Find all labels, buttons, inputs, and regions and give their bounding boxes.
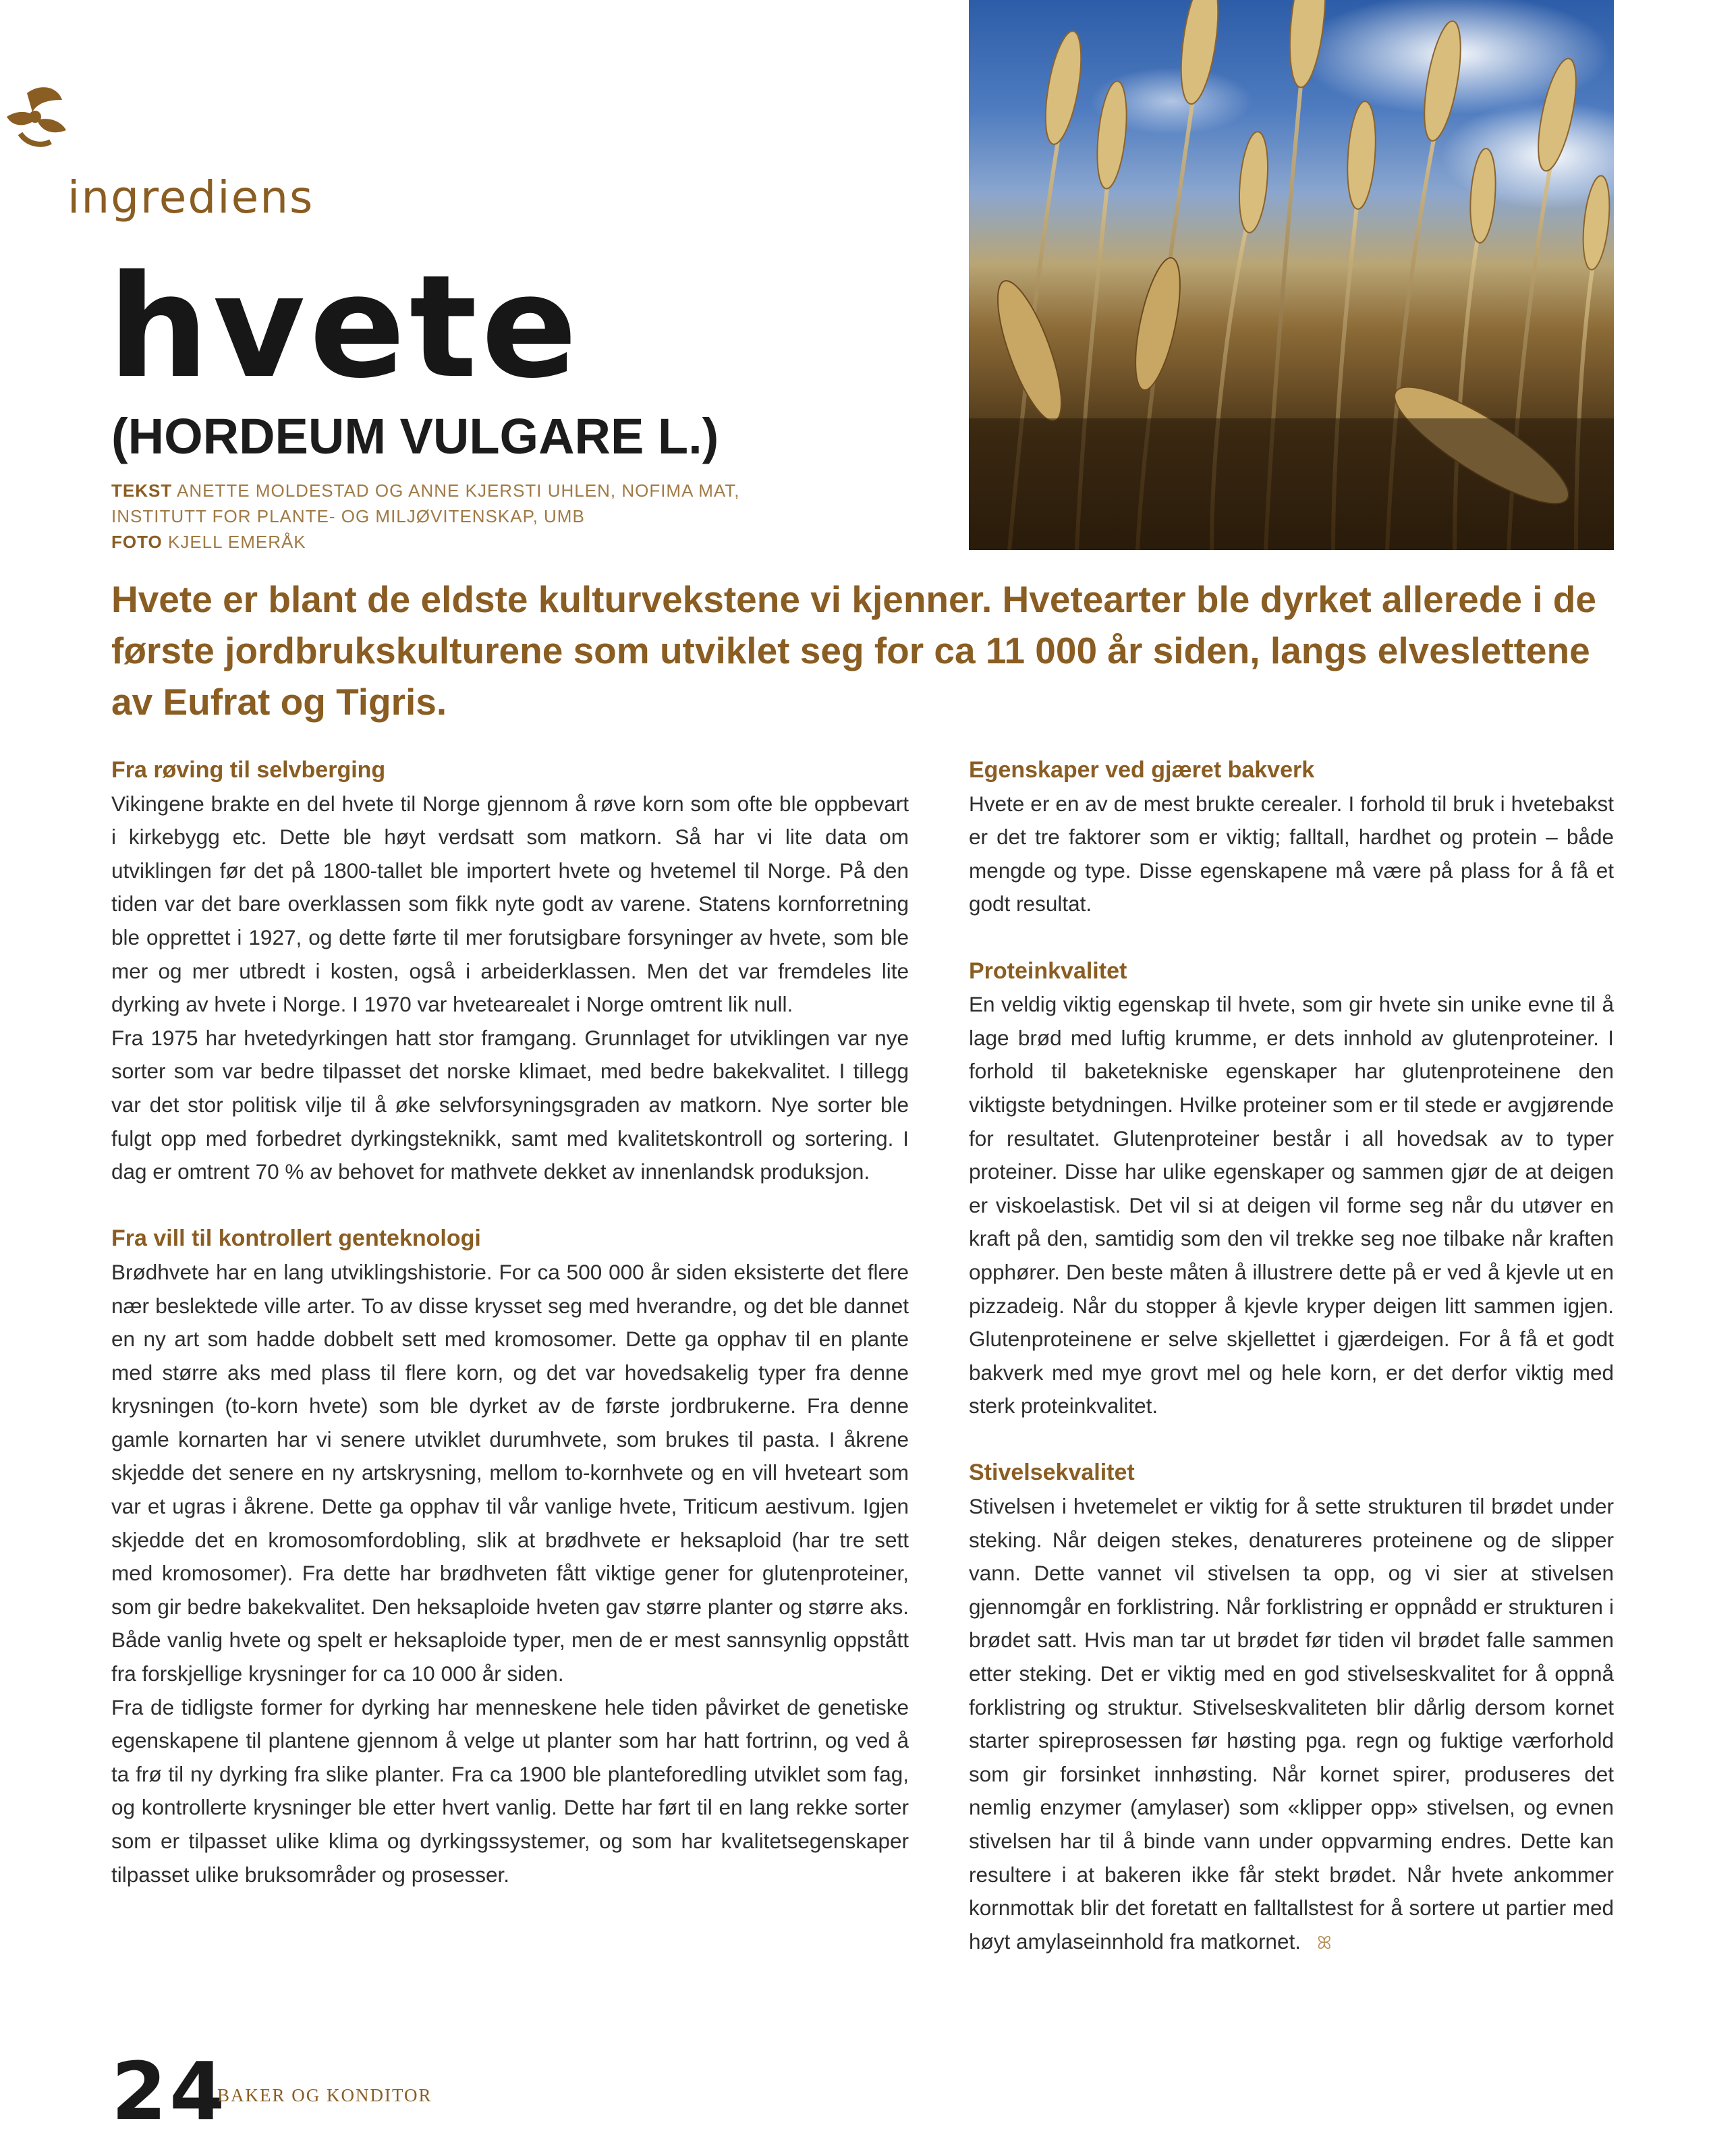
section-heading: Proteinkvalitet <box>969 958 1127 984</box>
credits-text-line <box>111 478 921 503</box>
section-label: ingrediens <box>67 171 314 223</box>
page-title: hvete <box>108 244 582 410</box>
credits-photo-label: FOTO <box>111 532 163 552</box>
page-subtitle: (HORDEUM VULGARE L.) <box>111 408 719 464</box>
lead-paragraph: Hvete er blant de eldste kulturvekstene vi kjenner. Hvetearter ble dyrket allerede i de første jordbrukskulturene som utviklet seg for ca 11 000 år siden, langs elveslettene av Eufrat og Tigris. <box>111 578 1596 723</box>
credits-authors: ANETTE MOLDESTAD OG ANNE KJERSTI UHLEN, NOFIMA MAT, <box>177 480 740 501</box>
credits-institution: INSTITUTT FOR PLANTE- OG MILJØVITENSKAP, UMB <box>111 506 585 526</box>
left-column <box>111 754 909 1891</box>
credits <box>111 478 921 555</box>
publication-name: BAKER OG KONDITOR <box>217 2085 432 2105</box>
credits-text-label: TEKST <box>111 480 173 501</box>
body-paragraph: Vikingene brakte en del hvete til Norge gjennom å røve korn som ofte ble oppbevart i kirkebygg etc. Dette ble høyt verdsatt som matkorn. Så har vi lite data om utviklingen før det på 1800-tallet ble importert hvete og hvetemel til Norge. På den tiden var det bare overklassen som fikk nyte godt av varene. Statens kornforretning ble opprettet i 1927, og dette førte til mer forutsigbare forsyninger av hvete, som ble mer og mer utbredt i kosten, også i arbeiderklassen. Men det var fremdeles lite dyrking av hvete i Norge. I 1970 var hvetearealet i Norge omtrent lik null. <box>111 791 909 1017</box>
body-paragraph: Brødhvete har en lang utviklingshistorie. For ca 500 000 år siden eksisterte det flere nær beslektede ville arter. To av disse krysset seg med hverandre, og det ble dannet en ny art som hadde dobbelt sett med kromosomer. Dette ga opphav til en plante med større aks med plass til flere korn, og det var hovedsakelig typer fra denne krysningen (to-korn hvete) som ble dyrket av de første jordbrukerne. Fra denne gamle kornarten har vi senere utviklet durumhvete, som brukes til pasta. I åkrene skjedde det senere en ny artskrysning, mellom to-kornhvete og en vill hveteart som var et ugras i åkrene. Dette ga opphav til vår vanlige hvete, Triticum aestivum. Igjen skjedde det en kromosomfordobling, slik at brødhvete er heksaploid (har tre sett med kromosomer). Fra dette har brødhveten fått viktige gener for glutenproteiner, som gir bedre bakekvalitet. Den heksaploide hveten gav større planter og større aks. Både vanlig hvete og spelt er heksaploide typer, men de er mest sannsynlig oppstått fra forskjellige krysninger for ca 10 000 år siden. <box>111 1259 909 1686</box>
body-paragraph <box>969 1490 1614 1960</box>
section-heading: Egenskaper ved gjæret bakverk <box>969 757 1315 783</box>
credits-photo-line <box>111 529 921 555</box>
section-heading: Fra røving til selvberging <box>111 757 386 783</box>
end-mark-icon: ꕤ <box>1316 1932 1332 1953</box>
body-paragraph: Fra de tidligste former for dyrking har menneskene hele tiden påvirket de genetiske egenskapene til plantene gjennom å velge ut planter som har hatt fortrinn, og ved å ta frø til ny dyrking fra slike planter. Fra ca 1900 ble planteforedling utviklet som fag, og kontrollerte krysninger ble etter hvert vanlig. Dette har ført til en lang rekke sorter som er tilpasset ulike klima og dyrkingssystemer, og som har kvalitetsegenskaper tilpasset ulike bruksområder og prosesser. <box>111 1694 909 1887</box>
section-tag <box>0 74 351 223</box>
section-heading: Stivelsekvalitet <box>969 1460 1135 1486</box>
page-number: 24 <box>111 2045 228 2138</box>
credits-photographer: KJELL EMERÅK <box>167 532 306 552</box>
section-heading: Fra vill til kontrollert genteknologi <box>111 1225 481 1252</box>
wheat-ornament-icon <box>0 80 71 157</box>
wheat-photo-illustration <box>969 0 1614 550</box>
body-paragraph-text: Stivelsen i hvetemelet er viktig for å sette strukturen til brødet under steking. Når deigen stekes, denatureres proteinene og de slipper vann. Dette vannet vil stivelsen ta opp, og vi sier at stivelsen gjennomgår en forklistring. Når forklistring er oppnådd er strukturen i brødet satt. Hvis man tar ut brødet før tiden vil brødet falle sammen etter steking. Det er viktig med en god stivelseskvalitet for å oppnå forklistring og struktur. Stivelseskvaliteten blir dårlig dersom kornet starter spireprosessen før høsting pga. regn og fuktige værforhold som gir forsinket innhøsting. Når kornet spirer, produseres det nemlig enzymer (amylaser) som «klipper opp» stivelsen, og evnen stivelsen har til å binde vann under oppvarming endres. Dette kan resultere i at bakeren ikke får stekt brødet. Når hvete ankommer kornmottak blir det foretatt en falltallstest for å sortere ut partier med høyt amylaseinnhold fra matkornet. <box>969 1494 1614 1954</box>
wheat-field-photo <box>969 0 1614 550</box>
right-column <box>969 754 1614 1960</box>
body-paragraph: En veldig viktig egenskap til hvete, som gir hvete sin unike evne til å lage brød med luftig krumme, er dets innhold av glutenproteiner. I forhold til baketekniske egenskaper har glutenproteinene den viktigste betydningen. Hvilke proteiner som er til stede er avgjørende for resultatet. Glutenproteiner består i all hovedsak av to typer proteiner. Disse har ulike egenskaper og sammen gjør de at deigen er viskoelastisk. Det vil si at deigen vil forme seg når du utøver en kraft på den, samtidig som den vil trekke seg noe tilbake når kraften opphører. Den beste måten å illustrere dette på er ved å kjevle ut en pizzadeig. Når du stopper å kjevle kryper deigen litt sammen igjen. Glutenproteinene er selve skjellettet i gjærdeigen. For å få et godt bakverk med mye grovt mel og hele korn, er det derfor viktig med sterk proteinkvalitet. <box>969 992 1614 1418</box>
body-paragraph: Hvete er en av de mest brukte cerealer. I forhold til bruk i hvetebakst er det tre faktorer som er viktig; falltall, hardhet og protein – både mengde og type. Disse egenskapene må være på plass for å få et godt resultat. <box>969 791 1614 916</box>
body-paragraph: Fra 1975 har hvetedyrkingen hatt stor framgang. Grunnlaget for utviklingen var nye sorter som var bedre tilpasset det norske klimaet, med bedre bakekvalitet. I tillegg var det stor politisk vilje til å øke selvforsyningsgraden av matkorn. Nye sorter ble fulgt opp med forbedret dyrkingsteknikk, samt med kvalitetskontroll og sortering. I dag er omtrent 70 % av behovet for mathvete dekket av innenlandsk produksjon. <box>111 1025 909 1184</box>
